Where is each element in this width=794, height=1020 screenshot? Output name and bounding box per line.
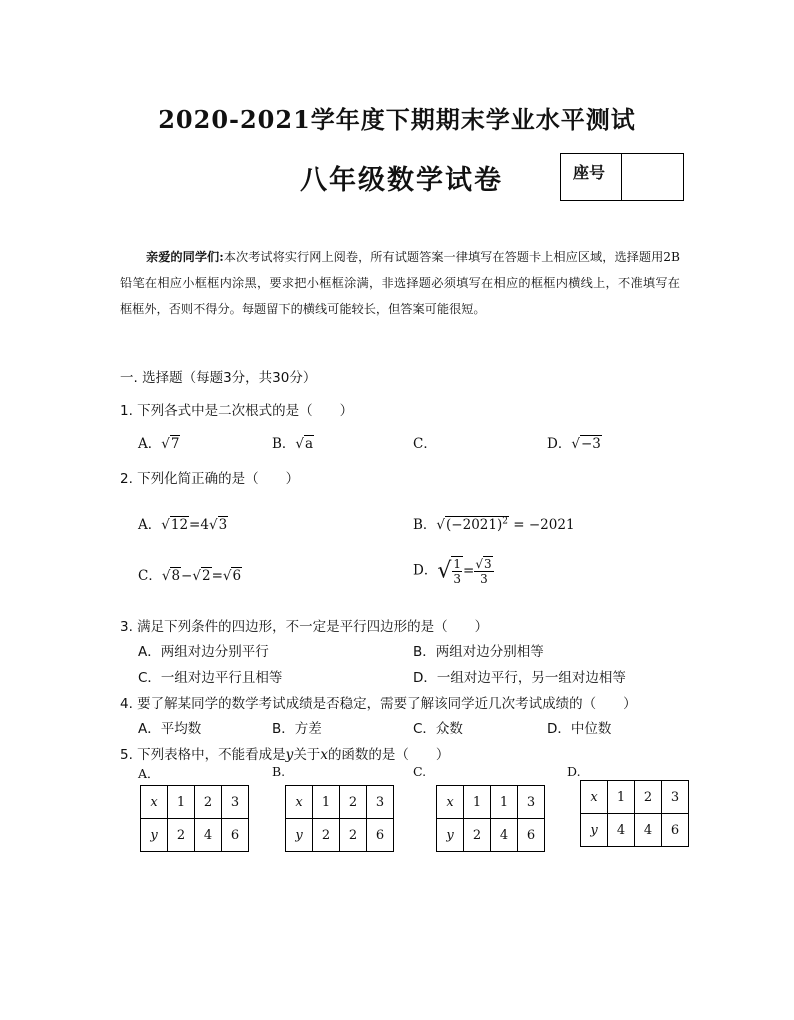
radicand: (−2021) (446, 517, 503, 533)
table-row-y (286, 819, 394, 852)
stem-part: 5. 下列表格中，不能看成是 (120, 747, 286, 763)
q4-option-b[interactable]: B．方差 (272, 721, 322, 737)
q1-option-b[interactable]: B．√a (272, 436, 314, 452)
table-cell: x (141, 786, 168, 819)
expr-part: =4 (189, 517, 209, 533)
table-cell: y (141, 819, 168, 852)
variable-x: x (320, 747, 328, 763)
q1-option-a[interactable]: A．√7 (138, 436, 180, 452)
option-label: B． (413, 517, 437, 533)
q3-option-a[interactable]: A．两组对边分别平行 (138, 644, 269, 660)
q5-table-d (580, 780, 689, 847)
table-row-y (581, 814, 689, 847)
option-label: A． (138, 517, 162, 533)
q5-table-b (285, 785, 394, 852)
stem-part: 的函数的是（ ） (327, 747, 450, 763)
q2-option-a[interactable]: A．√12=4√3 (138, 517, 228, 533)
q4-option-a[interactable]: A．平均数 (138, 721, 202, 737)
q5-option-d-label[interactable]: D. (567, 764, 581, 779)
table-cell: 3 (518, 786, 545, 819)
table-cell: 6 (518, 819, 545, 852)
seat-label: 座号 (561, 154, 622, 200)
table-cell: 2 (340, 819, 367, 852)
option-label: C． (413, 436, 437, 452)
fraction (451, 556, 463, 586)
radicand: 3 (218, 517, 228, 533)
table-cell: y (581, 814, 608, 847)
table-cell: 4 (491, 819, 518, 852)
table-row-x (286, 786, 394, 819)
table-cell: 4 (635, 814, 662, 847)
numerator: 3 (483, 556, 492, 571)
q2-option-b[interactable]: B．$√(-2021)^2 = -2021$ (413, 516, 575, 533)
q1-option-d[interactable]: D．√−3 (547, 436, 601, 452)
radicand: 6 (232, 568, 242, 584)
numerator: 1 (453, 557, 461, 571)
expr-part: − (181, 568, 193, 584)
denominator: 3 (480, 571, 488, 586)
table-cell: 2 (340, 786, 367, 819)
radicand: 7 (170, 436, 180, 452)
q5-option-b-label[interactable]: B. (272, 764, 286, 779)
q2-option-d[interactable]: D．√ $\frac{1}{3}$ = $\frac{√3}{3}$ (413, 556, 492, 586)
option-label: C． (138, 568, 162, 584)
instructions-lead: 亲爱的同学们: (146, 250, 224, 264)
table-cell: 6 (222, 819, 249, 852)
option-label: A． (138, 436, 162, 452)
table-row-x (141, 786, 249, 819)
table-cell: 1 (608, 781, 635, 814)
q4-option-c[interactable]: C．众数 (413, 721, 463, 737)
table-row-y (141, 819, 249, 852)
q4-stem: 4. 要了解某同学的数学考试成绩是否稳定，需要了解该同学近几次考试成绩的（ ） (120, 696, 637, 712)
q3-stem: 3. 满足下列条件的四边形，不一定是平行四边形的是（ ） (120, 619, 489, 635)
table-cell: 2 (195, 786, 222, 819)
table-cell: 2 (464, 819, 491, 852)
q5-stem (120, 743, 449, 763)
table-cell: 6 (367, 819, 394, 852)
radicand: 8 (171, 568, 181, 584)
q3-option-c[interactable]: C．一组对边平行且相等 (138, 670, 283, 686)
stem-part: 关于 (293, 747, 321, 763)
table-cell: 1 (464, 786, 491, 819)
table-row-y (437, 819, 545, 852)
table-cell: x (437, 786, 464, 819)
expr-part: = −2021 (508, 517, 575, 533)
expr-part: = (211, 568, 223, 584)
table-row-x (581, 781, 689, 814)
table-cell: 1 (168, 786, 195, 819)
radicand: a (305, 436, 314, 452)
radicand: 2 (201, 568, 211, 584)
table-cell: 4 (195, 819, 222, 852)
table-cell: 2 (168, 819, 195, 852)
q3-option-d[interactable]: D．一组对边平行，另一组对边相等 (413, 670, 626, 686)
table-cell: y (286, 819, 313, 852)
option-label: D． (413, 562, 438, 579)
table-cell: y (437, 819, 464, 852)
table-cell: 1 (491, 786, 518, 819)
denominator: 3 (453, 572, 461, 586)
table-cell: x (581, 781, 608, 814)
table-cell: 1 (313, 786, 340, 819)
fraction: $\frac{√3}{3}$ (475, 556, 492, 586)
q1-stem: 1. 下列各式中是二次根式的是（ ） (120, 403, 354, 419)
q1-option-c[interactable] (413, 432, 437, 452)
radicand: 12 (170, 517, 189, 533)
variable-y: y (285, 747, 294, 763)
q5-option-a-label[interactable]: A． (138, 766, 160, 781)
option-label: D． (547, 436, 572, 452)
q3-option-b[interactable]: B．两组对边分别相等 (413, 644, 544, 660)
q5-table-c (436, 785, 545, 852)
table-cell: x (286, 786, 313, 819)
expr-part: = (463, 563, 475, 579)
instructions (120, 244, 680, 322)
table-cell: 2 (313, 819, 340, 852)
section-heading: 一. 选择题（每题3分，共30分） (120, 370, 317, 386)
exam-title: 2020-2021学年度下期期末学业水平测试 (158, 105, 636, 134)
exponent: 2 (502, 516, 508, 527)
instructions-body: 本次考试将实行网上阅卷，所有试题答案一律填写在答题卡上相应区域，选择题用2B铅笔在相应小框框内涂黑，要求把小框框涂满，非选择题必须填写在相应的框框内横线上，不准填写在框框外，否则不得分。每题留下的横线可能较长，但答案可能很短。 (120, 250, 681, 316)
q5-table-a (140, 785, 249, 852)
q2-stem: 2. 下列化简正确的是（ ） (120, 471, 300, 487)
option-label: B． (272, 436, 296, 452)
table-cell: 3 (662, 781, 689, 814)
table-cell: 4 (608, 814, 635, 847)
table-cell: 3 (222, 786, 249, 819)
table-row-x (437, 786, 545, 819)
q4-option-d[interactable]: D．中位数 (547, 721, 612, 737)
q2-option-c[interactable]: C．√8−√2=√6 (138, 568, 242, 584)
q5-option-c-label[interactable]: C. (413, 764, 427, 779)
seat-number-box (560, 153, 684, 201)
table-cell: 3 (367, 786, 394, 819)
table-cell: 2 (635, 781, 662, 814)
seat-blank[interactable] (622, 154, 683, 200)
table-cell: 6 (662, 814, 689, 847)
radicand: −3 (580, 436, 601, 452)
exam-subtitle: 八年级数学试卷 (300, 165, 503, 196)
